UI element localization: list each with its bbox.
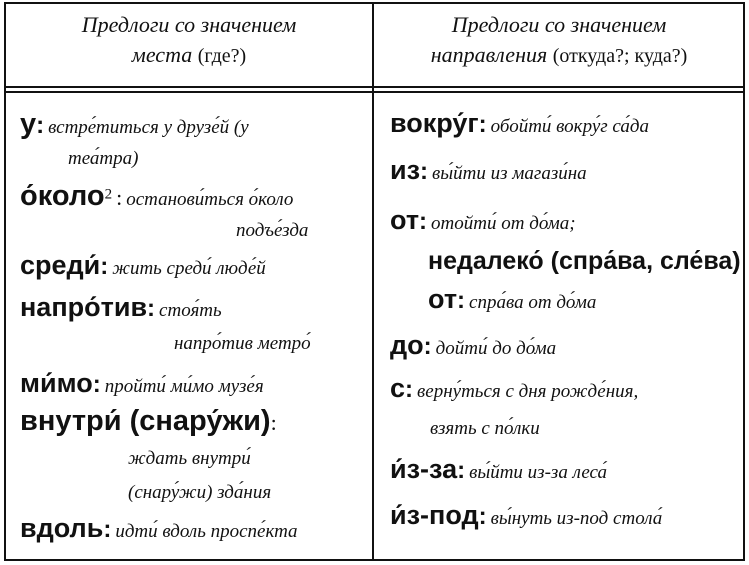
preposition-word: вокру́г (390, 108, 479, 138)
header-place-line2 (6, 40, 372, 71)
entry-nedaleko (428, 247, 741, 276)
preposition-word: внутри́ (снару́жи) (20, 405, 271, 437)
header-place-question: (где?) (197, 45, 247, 67)
example-text: встре́титься у друзе́й (у (48, 117, 249, 138)
colon: : (36, 112, 45, 139)
example-text: теа́тра) (68, 148, 139, 169)
example-text: подъе́зда (236, 220, 309, 241)
entry-vnutri-cont2 (128, 482, 271, 504)
colon: : (92, 371, 101, 398)
header-divider (4, 86, 745, 88)
colon: : (419, 208, 428, 235)
example-text: вы́нуть из-под стола́ (490, 508, 663, 529)
entry-u-cont (68, 148, 138, 170)
header-place-line1: Предлоги со значением (81, 12, 297, 37)
preposition-word: до (390, 330, 424, 360)
entry-mimo (20, 368, 264, 399)
colon: : (405, 376, 414, 403)
preposition-word: и́з-за (390, 454, 458, 484)
colon: : (147, 295, 156, 322)
header-direction-question: (откуда?; куда?) (552, 45, 688, 67)
example-text: ждать внутри́ (128, 448, 251, 469)
preposition-word: у (20, 108, 37, 140)
entry-okolo (20, 180, 293, 213)
example-text: вы́йти из магази́на (432, 163, 587, 184)
preposition-word: о́коло (20, 180, 105, 212)
colon: : (457, 287, 466, 314)
entry-sredi (20, 250, 266, 281)
colon: : (420, 158, 429, 185)
example-text: отойти́ от до́ма; (431, 213, 576, 234)
footnote-marker: 2 (104, 186, 113, 203)
example-text: дойти́ до до́ма (435, 338, 557, 359)
preposition-word: ми́мо (20, 368, 93, 398)
header-direction-line1: Предлоги со значением (451, 12, 667, 37)
entry-iz-pod (390, 500, 662, 531)
example-text: обойти́ вокру́г са́да (490, 116, 649, 137)
entry-iz (390, 155, 587, 186)
colon: : (100, 253, 109, 280)
example-text: вы́йти из-за леса́ (469, 462, 607, 483)
preposition-word: среди́ (20, 250, 101, 280)
colon: : (423, 333, 432, 360)
header-direction-line2 (374, 40, 744, 71)
header-place (6, 10, 372, 71)
example-text: идти́ вдоль проспе́кта (115, 521, 298, 542)
colon: : (116, 185, 123, 210)
example-text: пройти́ ми́мо музе́я (104, 376, 264, 397)
preposition-word: и́з-под (390, 500, 479, 530)
example-text: (снару́жи) зда́ния (128, 482, 272, 503)
preposition-word: с (390, 373, 406, 403)
header-direction (374, 10, 744, 71)
header-direction-term: направления (430, 42, 548, 67)
colon: : (457, 457, 466, 484)
entry-vnutri-cont1 (128, 448, 251, 470)
entry-vnutri (20, 405, 277, 438)
preposition-word: от (390, 205, 420, 235)
entry-vokrug (390, 108, 649, 139)
entry-s-cont (430, 418, 540, 440)
preposition-word: напро́тив (20, 292, 148, 322)
preposition-word: из (390, 155, 421, 185)
example-text: стоя́ть (159, 300, 222, 321)
colon: : (478, 111, 487, 138)
example-text: останови́ться о́коло (126, 189, 294, 210)
entry-vdol (20, 513, 298, 544)
entry-s (390, 373, 638, 404)
example-text: напро́тив метро́ (174, 333, 311, 354)
example-text: спра́ва от до́ма (469, 292, 597, 313)
colon: : (103, 516, 112, 543)
preposition-word: от (428, 284, 458, 314)
preposition-word: вдоль (20, 513, 104, 543)
header-place-term: места (131, 42, 193, 67)
entry-do (390, 330, 556, 361)
preposition-word: недалеко́ (спра́ва, сле́ва) (428, 247, 741, 275)
entry-naprotiv-cont (174, 333, 311, 355)
entry-okolo-cont (236, 220, 308, 242)
example-text: верну́ться с дня рожде́ния, (417, 381, 639, 402)
colon: : (270, 410, 277, 435)
entry-u (20, 108, 249, 141)
entry-ot-2 (428, 284, 596, 315)
colon: : (478, 503, 487, 530)
entry-naprotiv (20, 292, 222, 323)
example-text: жить среди́ люде́й (112, 258, 266, 279)
entry-iz-za (390, 454, 607, 485)
header-divider-double (4, 91, 745, 93)
example-text: взять с по́лки (430, 418, 540, 439)
entry-ot (390, 205, 576, 236)
